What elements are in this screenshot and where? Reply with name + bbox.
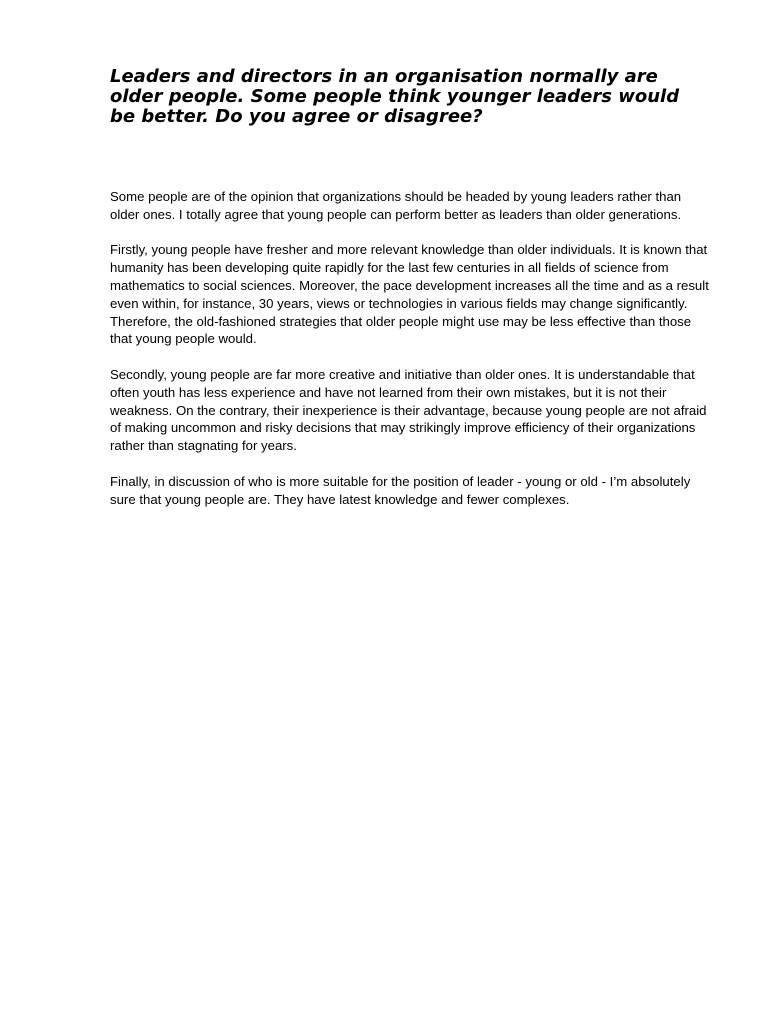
paragraph-second-argument: Secondly, young people are far more creative and initiative than older ones. It is understandable that often youth has less experience and have not learned from their own mistakes, but it is not their weakness. On the contrary, their inexperience is their advantage, because young people are not afraid of making uncommon and risky decisions that may strikingly improve efficiency of their organizations rather than stagnating for years. [110,366,707,454]
essay-body [110,188,714,526]
paragraph-first-argument: Firstly, young people have fresher and more relevant knowledge than older individuals. It is known that humanity has been developing quite rapidly for the last few centuries in all fields of science from mathematics to social sciences. Moreover, the pace development increases all the time and as a result even within, for instance, 30 years, views or technologies in various fields may change significantly. Therefore, the old-fashioned strategies that older people might use may be less effective than those that young people would. [110,242,709,347]
paragraph-introduction: Some people are of the opinion that organizations should be headed by young leaders rather than older ones. I totally agree that young people can perform better as leaders than older generations. [110,189,682,222]
paragraph-conclusion: Finally, in discussion of who is more suitable for the position of leader - young or old - I’m absolutely sure that young people are. They have latest knowledge and fewer complexes. [110,473,691,507]
essay-title: Leaders and directors in an organisation normally are older people. Some people think younger leaders would be better. Do you agree or disagree? [110,66,680,127]
